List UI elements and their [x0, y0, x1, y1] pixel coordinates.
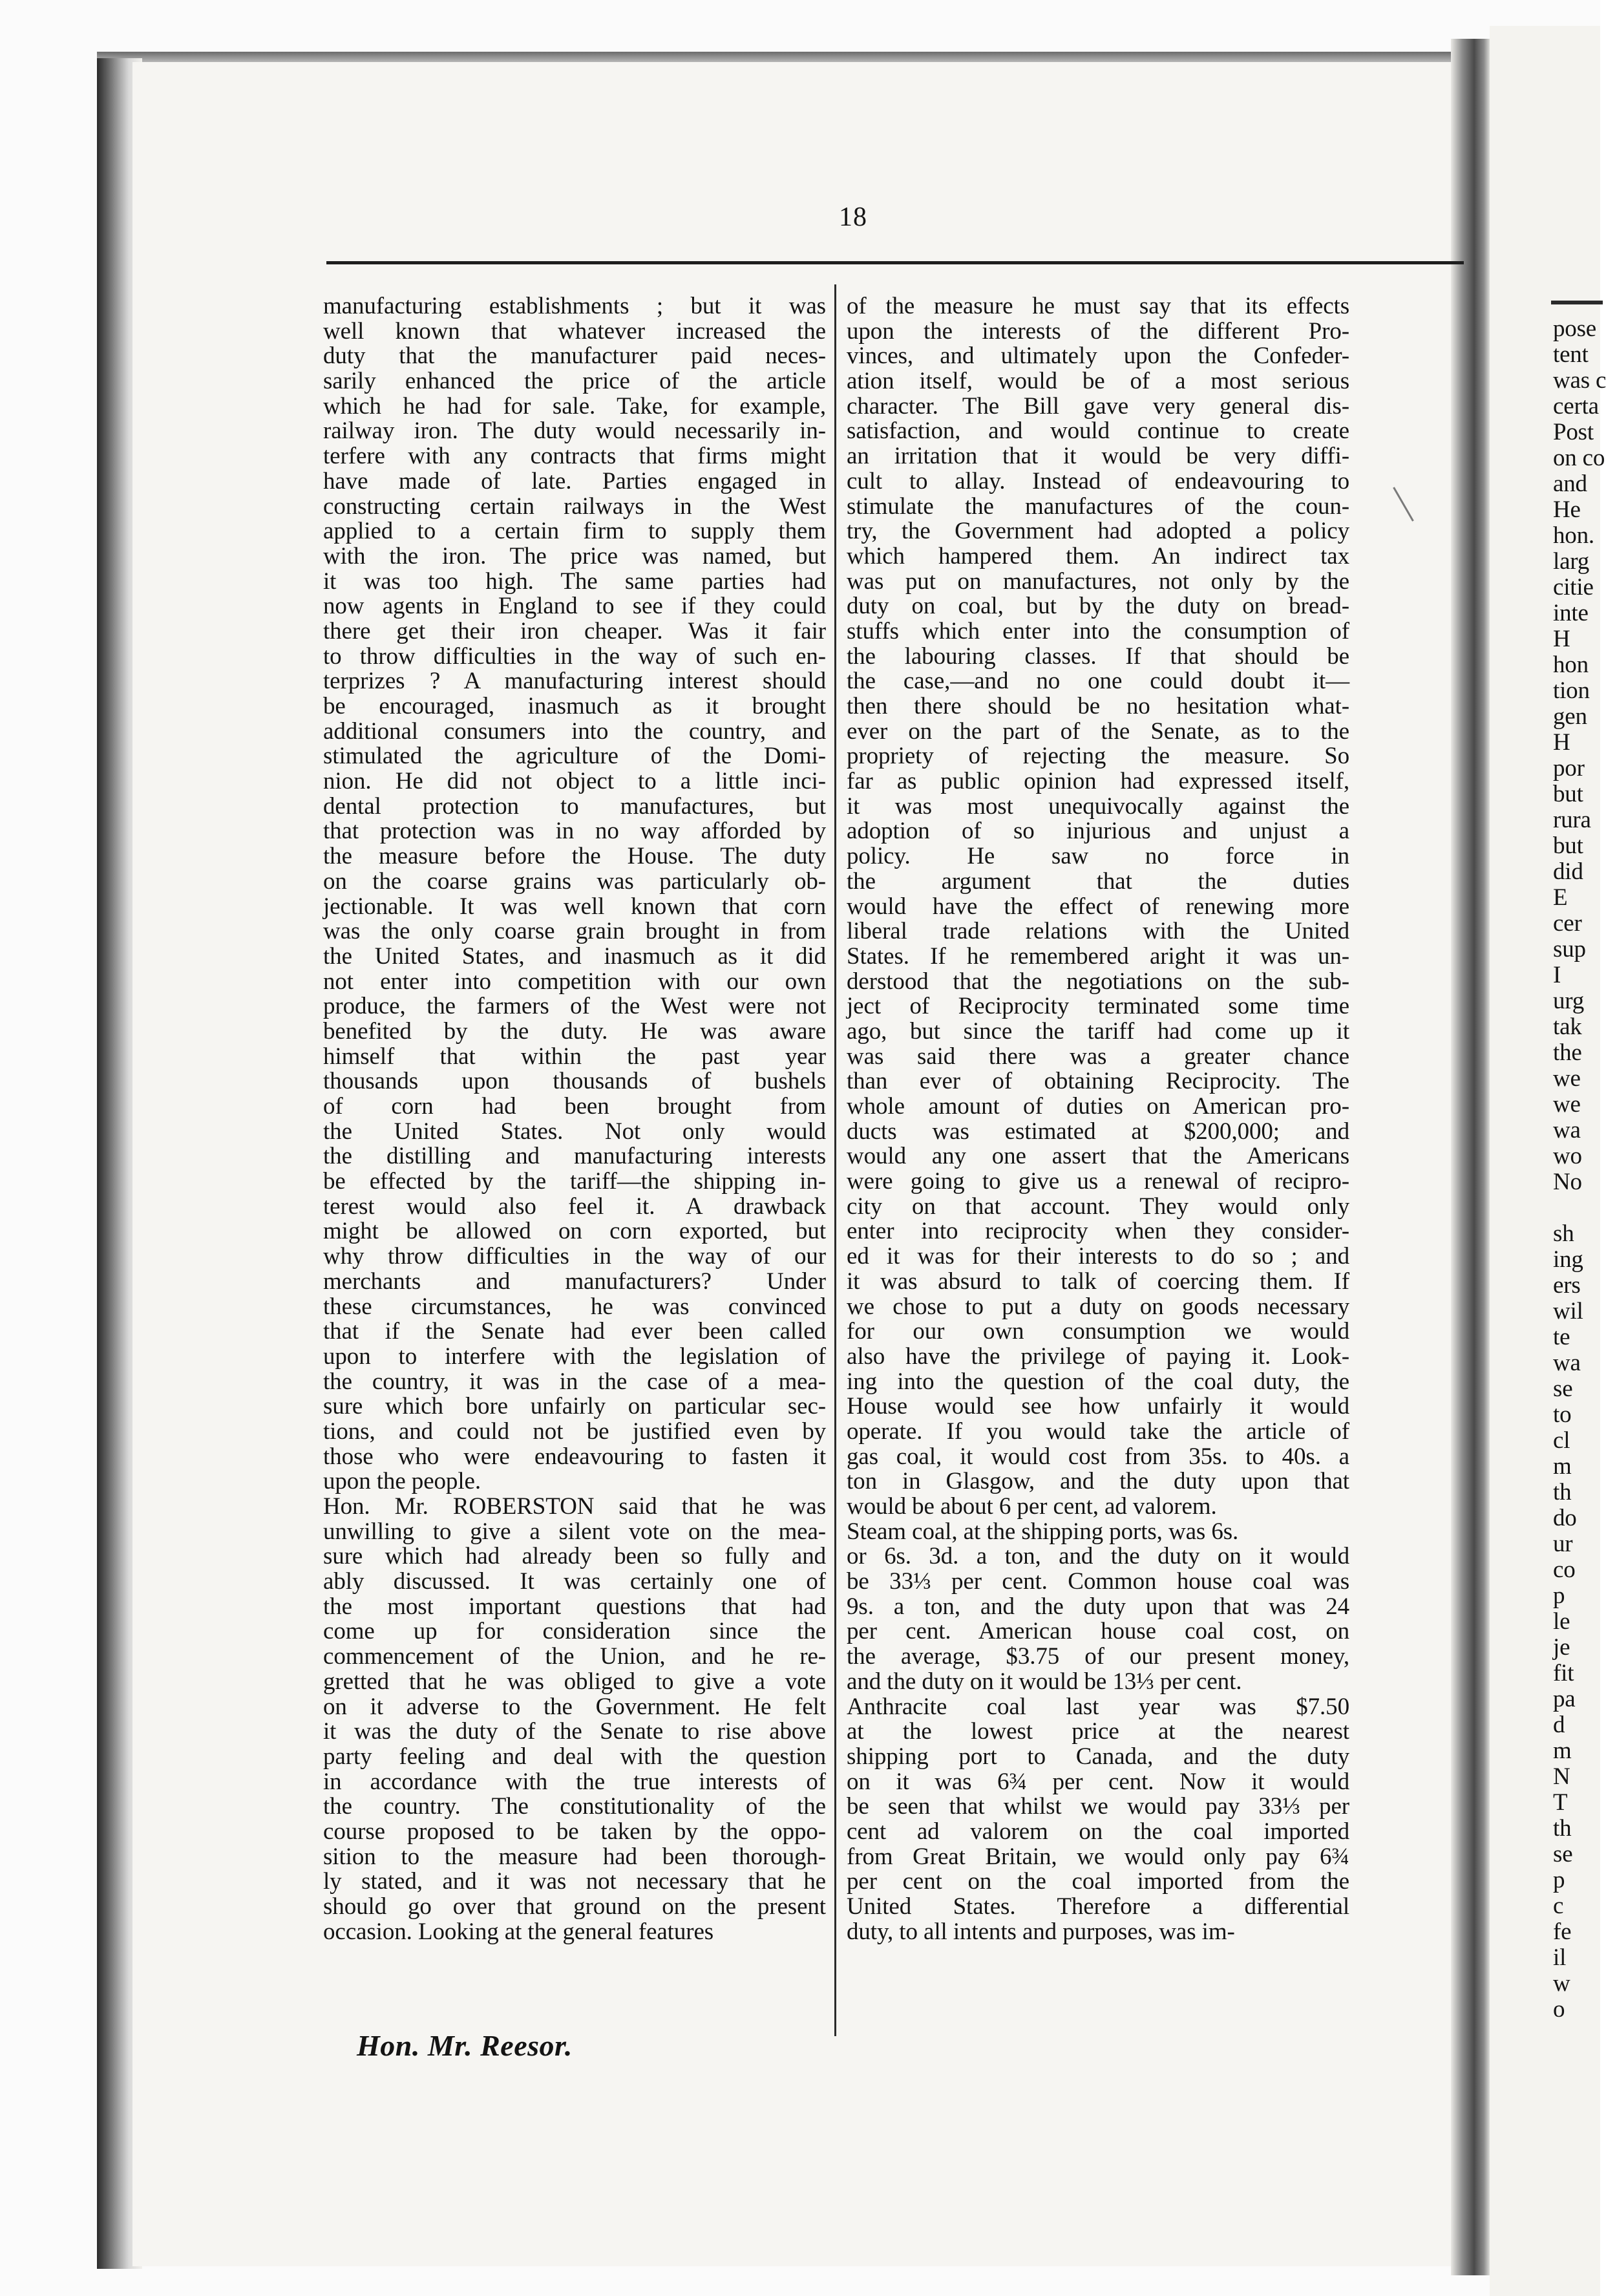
adjacent-page-fragment: wa — [1553, 1117, 1581, 1143]
text-line: Hon. Mr. ROBERSTON said that he was — [323, 1493, 826, 1520]
header-rule — [326, 261, 1464, 264]
text-line: it was absurd to talk of coercing them. If — [847, 1268, 1349, 1295]
text-line: the argument that the duties — [847, 867, 1349, 895]
adjacent-page-fragment: cl — [1553, 1427, 1570, 1454]
adjacent-page-fragment: and — [1553, 471, 1587, 497]
text-line: jectionable. It was well known that corn — [323, 893, 826, 920]
adjacent-page-fragment: urg — [1553, 988, 1585, 1014]
text-line: or 6s. 3d. a ton, and the duty on it would — [847, 1543, 1349, 1570]
text-line: character. The Bill gave very general dis- — [847, 392, 1349, 420]
adjacent-page-fragment: H — [1553, 626, 1570, 652]
text-line: would have the effect of renewing more — [847, 893, 1349, 920]
text-line: applied to a certain firm to supply them — [323, 518, 826, 545]
text-line: then there should be no hesitation what- — [847, 693, 1349, 719]
adjacent-page-fragment: cer — [1553, 910, 1582, 937]
text-line: unwilling to give a silent vote on the mea- — [323, 1518, 826, 1545]
text-line: ly stated, and it was not necessary that he — [323, 1868, 826, 1895]
adjacent-page-fragment: but — [1553, 833, 1583, 859]
adjacent-page-fragment: co — [1553, 1557, 1576, 1583]
adjacent-page-fragment: No — [1553, 1169, 1582, 1195]
text-line: at the lowest price at the nearest — [847, 1718, 1349, 1745]
adjacent-page-fragment: T — [1553, 1789, 1568, 1816]
text-line: also have the privilege of paying it. Look- — [847, 1343, 1349, 1370]
adjacent-page-fragment: was c — [1553, 367, 1606, 394]
adjacent-page-fragment: p — [1553, 1867, 1565, 1893]
text-line: than ever of obtaining Reciprocity. The — [847, 1068, 1349, 1095]
text-line: stimulate the manufactures of the coun- — [847, 493, 1349, 520]
adjacent-page-fragment: tak — [1553, 1014, 1582, 1040]
text-line: and the duty on it would be 13⅓ per cent. — [847, 1668, 1242, 1695]
text-line: cent ad valorem on the coal imported — [847, 1818, 1349, 1845]
text-line: derstood that the negotiations on the sub- — [847, 968, 1349, 995]
page-caption: Hon. Mr. Reesor. — [357, 2029, 573, 2062]
text-line: liberal trade relations with the United — [847, 918, 1349, 945]
text-line: duty, to all intents and purposes, was im- — [847, 1918, 1235, 1945]
text-line: should go over that ground on the present — [323, 1893, 826, 1920]
text-line: gretted that he was obliged to give a vote — [323, 1668, 826, 1695]
text-line: in accordance with the true interests of — [323, 1768, 826, 1795]
text-line: upon to interfere with the legislation of — [323, 1343, 826, 1370]
adjacent-page-fragment: th — [1553, 1479, 1572, 1505]
text-line: ever on the part of the Senate, as to the — [847, 717, 1349, 745]
text-line: come up for consideration since the — [323, 1618, 826, 1645]
text-line: an irritation that it would be very diffi- — [847, 443, 1349, 470]
text-line: ing into the question of the coal duty, the — [847, 1368, 1349, 1395]
text-line: it was too high. The same parties had — [323, 568, 826, 595]
adjacent-page-fragment: tent — [1553, 341, 1589, 368]
text-line: ago, but since the tariff had come up it — [847, 1017, 1349, 1045]
text-line: the case,—and no one could doubt it— — [847, 668, 1349, 695]
text-line: we chose to put a duty on goods necessary — [847, 1293, 1349, 1320]
text-line: that if the Senate had ever been called — [323, 1318, 826, 1345]
adjacent-page-fragment: ur — [1553, 1531, 1573, 1557]
text-line: per cent on the coal imported from the — [847, 1868, 1349, 1895]
text-line: on it was 6¾ per cent. Now it would — [847, 1768, 1349, 1795]
adjacent-page-fragment: on co — [1553, 445, 1605, 471]
text-line: the country, it was in the case of a mea- — [323, 1368, 826, 1395]
column-divider — [834, 284, 836, 2036]
text-line: States. If he remembered aright it was un- — [847, 942, 1349, 970]
text-line: merchants and manufacturers? Under — [323, 1268, 826, 1295]
adjacent-page-fragment: we — [1553, 1091, 1581, 1118]
adjacent-page-fragment: wo — [1553, 1143, 1582, 1169]
text-line: tions, and could not be justified even by — [323, 1418, 826, 1445]
text-line: ation itself, would be of a most serious — [847, 368, 1349, 395]
text-line: try, the Government had adopted a policy — [847, 518, 1349, 545]
text-line: operate. If you would take the article of — [847, 1418, 1349, 1445]
adjacent-page-fragment: E — [1553, 884, 1568, 911]
text-line: whole amount of duties on American pro- — [847, 1093, 1349, 1120]
text-line: the most important questions that had — [323, 1593, 826, 1620]
adjacent-page-fragment: N — [1553, 1763, 1570, 1790]
text-line: thousands upon thousands of bushels — [323, 1068, 826, 1095]
text-line: would be about 6 per cent, ad valorem. — [847, 1493, 1217, 1520]
adjacent-page-fragment: il — [1553, 1944, 1567, 1971]
text-line: there get their iron cheaper. Was it fair — [323, 617, 826, 644]
text-line: stuffs which enter into the consumption of — [847, 617, 1349, 644]
adjacent-page-fragment: d — [1553, 1712, 1565, 1738]
text-line: additional consumers into the country, and — [323, 717, 826, 745]
text-line: shipping port to Canada, and the duty — [847, 1743, 1349, 1770]
adjacent-page-fragment: hon — [1553, 652, 1589, 678]
adjacent-page-fragment: we — [1553, 1065, 1581, 1092]
text-line: upon the interests of the different Pro- — [847, 317, 1349, 345]
adjacent-page-fragment: the — [1553, 1039, 1582, 1066]
text-line: now agents in England to see if they could — [323, 593, 826, 620]
adjacent-page-fragment: gen — [1553, 703, 1587, 730]
text-line: duty that the manufacturer paid neces- — [323, 343, 826, 370]
text-line: the average, $3.75 of our present money, — [847, 1643, 1349, 1670]
text-line: these circumstances, he was convinced — [323, 1293, 826, 1320]
text-line: enter into reciprocity when they consider- — [847, 1218, 1349, 1245]
adjacent-page-fragment: sup — [1553, 936, 1586, 962]
text-line: Anthracite coal last year was $7.50 — [847, 1693, 1349, 1720]
text-line: railway iron. The duty would necessarily in- — [323, 418, 826, 445]
text-line: sition to the measure had been thorough- — [323, 1843, 826, 1870]
text-line: benefited by the duty. He was aware — [323, 1017, 826, 1045]
adjacent-page-fragment: H — [1553, 729, 1570, 756]
adjacent-page-rule — [1551, 301, 1603, 304]
text-line: satisfaction, and would continue to create — [847, 418, 1349, 445]
adjacent-page-fragment: se — [1553, 1376, 1573, 1402]
text-line: was the only coarse grain brought in from — [323, 918, 826, 945]
adjacent-page-fragment: but — [1553, 781, 1583, 807]
adjacent-page-fragment: I — [1553, 962, 1561, 988]
text-line: vinces, and ultimately upon the Confeder- — [847, 343, 1349, 370]
text-line: nion. He did not object to a little inci- — [323, 768, 826, 795]
adjacent-page-fragment: c — [1553, 1893, 1564, 1919]
adjacent-page-fragment: did — [1553, 858, 1583, 885]
adjacent-page-fragment: wa — [1553, 1350, 1581, 1376]
text-line: it was most unequivocally against the — [847, 792, 1349, 820]
text-line: which hampered them. An indirect tax — [847, 542, 1349, 569]
text-line: ed it was for their interests to do so ; and — [847, 1243, 1349, 1270]
text-line: sure which bore unfairly on particular sec- — [323, 1393, 826, 1420]
text-line: be seen that whilst we would pay 33⅓ per — [847, 1793, 1349, 1820]
text-line: ably discussed. It was certainly one of — [323, 1568, 826, 1595]
text-line: of the measure he must say that its effects — [847, 293, 1349, 319]
adjacent-page-fragment: pa — [1553, 1686, 1576, 1712]
text-line: ject of Reciprocity terminated some time — [847, 993, 1349, 1020]
adjacent-page-fragment: hon. — [1553, 522, 1594, 549]
text-line: propriety of rejecting the measure. So — [847, 743, 1349, 770]
text-line: would any one assert that the Americans — [847, 1143, 1349, 1170]
text-line: course proposed to be taken by the oppo- — [323, 1818, 826, 1845]
adjacent-page-fragment: sh — [1553, 1220, 1574, 1247]
adjacent-page-fragment: th — [1553, 1815, 1572, 1842]
adjacent-page-fragment: fit — [1553, 1660, 1574, 1686]
adjacent-page — [1490, 26, 1606, 2296]
adjacent-page-fragment: w — [1553, 1970, 1570, 1997]
adjacent-page-fragment: pose — [1553, 315, 1597, 342]
adjacent-page-fragment: rura — [1553, 807, 1591, 833]
text-line: gas coal, it would cost from 35s. to 40s. a — [847, 1443, 1349, 1470]
text-line: himself that within the past year — [323, 1043, 826, 1070]
right-column — [847, 294, 1349, 1944]
adjacent-page-fragment: ers — [1553, 1272, 1581, 1299]
text-line: which he had for sale. Take, for example, — [323, 392, 826, 420]
text-line: the country. The constitutionality of the — [323, 1793, 826, 1820]
text-line: the distilling and manufacturing interests — [323, 1143, 826, 1170]
text-line: was said there was a greater chance — [847, 1043, 1349, 1070]
text-line: those who were endeavouring to fasten it — [323, 1443, 826, 1470]
text-line: party feeling and deal with the question — [323, 1743, 826, 1770]
adjacent-page-fragment: do — [1553, 1505, 1577, 1531]
text-line: the labouring classes. If that should be — [847, 643, 1349, 670]
text-line: cult to allay. Instead of endeavouring to — [847, 467, 1349, 494]
text-line: upon the people. — [323, 1468, 481, 1495]
text-line: have made of late. Parties engaged in — [323, 467, 826, 494]
text-line: on the coarse grains was particularly ob- — [323, 867, 826, 895]
text-line: sure which had already been so fully and — [323, 1543, 826, 1570]
left-column — [323, 294, 826, 1944]
text-line: the United States, and inasmuch as it did — [323, 942, 826, 970]
text-line: why throw difficulties in the way of our — [323, 1243, 826, 1270]
text-line: policy. He saw no force in — [847, 843, 1349, 870]
adjacent-page-fragment: p — [1553, 1582, 1565, 1609]
adjacent-page-fragment: He — [1553, 496, 1581, 523]
text-line: were going to give us a renewal of recipro- — [847, 1168, 1349, 1195]
adjacent-page-fragment: citie — [1553, 574, 1594, 601]
text-line: ton in Glasgow, and the duty upon that — [847, 1468, 1349, 1495]
text-line: 9s. a ton, and the duty upon that was 24 — [847, 1593, 1349, 1620]
adjacent-page-fragment: tion — [1553, 677, 1590, 704]
adjacent-page-fragment: wil — [1553, 1298, 1583, 1324]
text-line: produce, the farmers of the West were not — [323, 993, 826, 1020]
text-line: per cent. American house coal cost, on — [847, 1618, 1349, 1645]
adjacent-page-fragment: se — [1553, 1841, 1573, 1867]
adjacent-page-fragment: larg — [1553, 548, 1590, 575]
text-line: House would see how unfairly it would — [847, 1393, 1349, 1420]
text-line: that protection was in no way afforded by — [323, 818, 826, 845]
text-line: the measure before the House. The duty — [323, 843, 826, 870]
adjacent-page-fragment: le — [1553, 1608, 1570, 1635]
adjacent-page-fragment: fe — [1553, 1919, 1572, 1945]
text-line: duty on coal, but by the duty on bread- — [847, 593, 1349, 620]
adjacent-page-fragment: inte — [1553, 600, 1589, 626]
text-line: terest would also feel it. A drawback — [323, 1193, 826, 1220]
text-line: to throw difficulties in the way of such en- — [323, 643, 826, 670]
adjacent-page-fragment: je — [1553, 1634, 1570, 1661]
page-number: 18 — [839, 202, 867, 232]
text-line: with the iron. The price was named, but — [323, 542, 826, 569]
text-line: occasion. Looking at the general features — [323, 1918, 714, 1945]
text-line: terfere with any contracts that firms might — [323, 443, 826, 470]
text-line: be 33⅓ per cent. Common house coal was — [847, 1568, 1349, 1595]
text-line: be encouraged, inasmuch as it brought — [323, 693, 826, 719]
adjacent-page-fragment: por — [1553, 755, 1585, 781]
adjacent-page-fragment: m — [1553, 1738, 1572, 1764]
text-line: far as public opinion had expressed itself, — [847, 768, 1349, 795]
adjacent-page-fragment: certa — [1553, 393, 1599, 420]
adjacent-page-fragment: Post — [1553, 419, 1594, 445]
text-line: stimulated the agriculture of the Domi- — [323, 743, 826, 770]
text-line: adoption of so injurious and unjust a — [847, 818, 1349, 845]
text-line: city on that account. They would only — [847, 1193, 1349, 1220]
text-line: dental protection to manufactures, but — [323, 792, 826, 820]
text-line: terprizes ? A manufacturing interest should — [323, 668, 826, 695]
text-line: was put on manufactures, not only by the — [847, 568, 1349, 595]
text-line: of corn had been brought from — [323, 1093, 826, 1120]
text-line: from Great Britain, we would only pay 6¾ — [847, 1843, 1349, 1870]
adjacent-page-fragment: te — [1553, 1324, 1570, 1350]
text-line: not enter into competition with our own — [323, 968, 826, 995]
text-line: on it adverse to the Government. He felt — [323, 1693, 826, 1720]
text-line: Steam coal, at the shipping ports, was 6s. — [847, 1518, 1239, 1545]
text-line: well known that whatever increased the — [323, 317, 826, 345]
text-line: the United States. Not only would — [323, 1118, 826, 1145]
text-line: constructing certain railways in the West — [323, 493, 826, 520]
text-line: for our own consumption we would — [847, 1318, 1349, 1345]
adjacent-page-fragment: ing — [1553, 1246, 1583, 1273]
text-line: manufacturing establishments ; but it was — [323, 293, 826, 319]
book-gutter — [1451, 39, 1490, 2275]
text-line: United States. Therefore a differential — [847, 1893, 1349, 1920]
text-line: commencement of the Union, and he re- — [323, 1643, 826, 1670]
text-line: it was the duty of the Senate to rise above — [323, 1718, 826, 1745]
text-line: ducts was estimated at $200,000; and — [847, 1118, 1349, 1145]
adjacent-page-fragment: to — [1553, 1401, 1572, 1428]
text-line: be effected by the tariff—the shipping in- — [323, 1168, 826, 1195]
adjacent-page-fragment: o — [1553, 1996, 1565, 2023]
text-line: sarily enhanced the price of the article — [323, 368, 826, 395]
text-line: might be allowed on corn exported, but — [323, 1218, 826, 1245]
adjacent-page-fragment: m — [1553, 1453, 1572, 1480]
